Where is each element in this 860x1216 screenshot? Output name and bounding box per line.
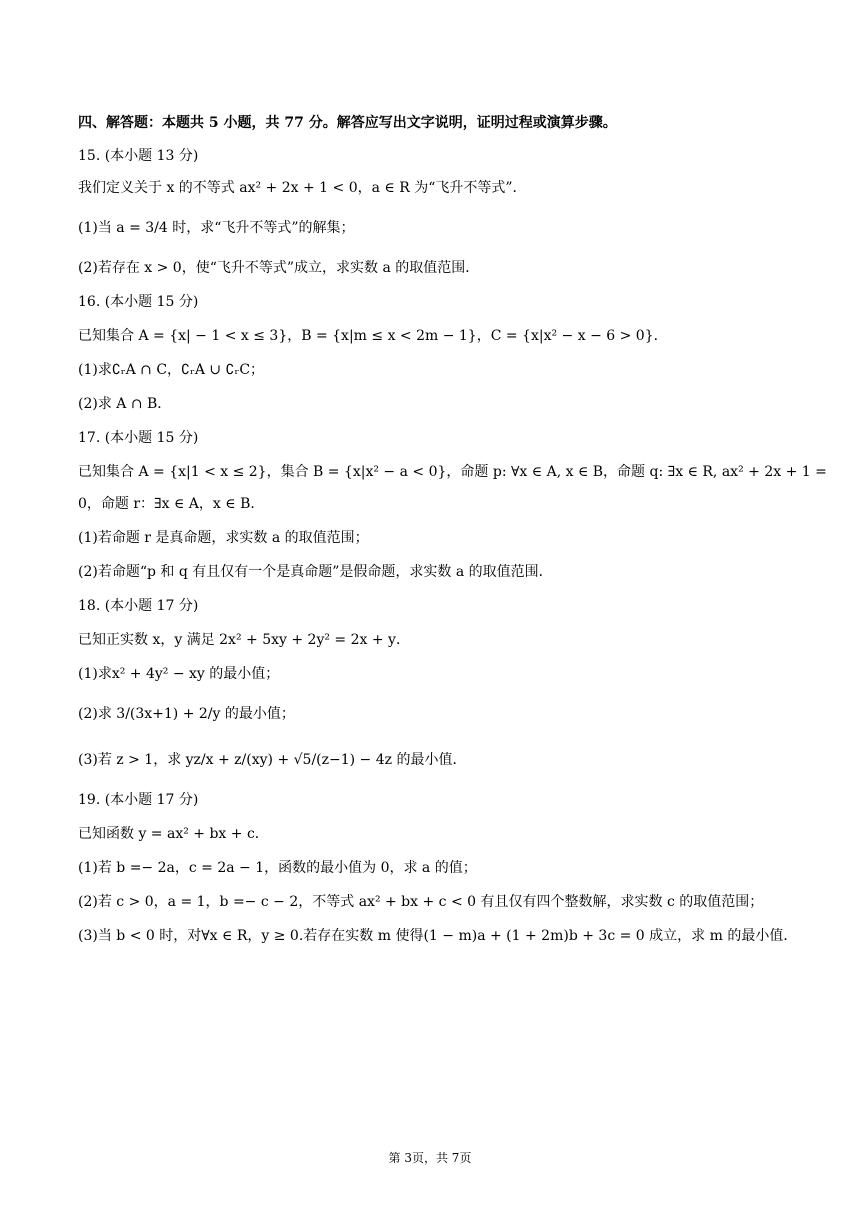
problem-17-part-2: (2)若命题“p 和 q 有且仅有一个是真命题”是假命题，求实数 a 的取值范围． [78,564,553,580]
problem-16-statement: 已知集合 A = {x| − 1 < x ≤ 3}，B = {x|m ≤ x < 2m − 1}，C = {x|x² − x − 6 > 0}． [78,328,668,344]
page-footer: 第 3页，共 7页 [388,1151,472,1165]
problem-19-header: 19. (本小题 17 分) [78,792,199,808]
problem-19-part-2: (2)若 c > 0，a = 1，b =− c − 2，不等式 ax² + bx + c < 0 有且仅有四个整数解，求实数 c 的取值范围； [78,894,764,910]
problem-17-statement-line-2: 0，命题 r：∃x ∈ A，x ∈ B． [78,496,265,512]
problem-15-part-1: (1)当 a = 3/4 时，求“飞升不等式”的解集； [78,220,355,236]
problem-15-header: 15. (本小题 13 分) [78,148,199,164]
problem-19-part-1: (1)若 b =− 2a，c = 2a − 1，函数的最小值为 0，求 a 的值； [78,860,477,876]
problem-16-header: 16. (本小题 15 分) [78,294,199,310]
problem-16-part-1: (1)求∁ᵣA ∩ C，∁ᵣA ∪ ∁ᵣC； [78,362,265,378]
problem-16-part-2: (2)求 A ∩ B． [78,396,172,412]
problem-19-statement: 已知函数 y = ax² + bx + c． [78,826,269,842]
problem-15-part-2: (2)若存在 x > 0，使“飞升不等式”成立，求实数 a 的取值范围． [78,260,480,276]
problem-18-part-1: (1)求x² + 4y² − xy 的最小值； [78,666,280,682]
problem-18-statement: 已知正实数 x，y 满足 2x² + 5xy + 2y² = 2x + y． [78,632,410,648]
problem-18-header: 18. (本小题 17 分) [78,598,199,614]
problem-17-statement-line-1: 已知集合 A = {x|1 < x ≤ 2}，集合 B = {x|x² − a < 0}，命题 p: ∀x ∈ A, x ∈ B，命题 q: ∃x ∈ R, ax² + 2x + 1 = [78,464,827,480]
problem-18-part-2: (2)求 3/(3x+1) + 2/y 的最小值； [78,706,295,722]
section-title: 四、解答题：本题共 5 小题，共 77 分。解答应写出文字说明，证明过程或演算步骤。 [78,115,617,131]
problem-19-part-3: (3)当 b < 0 时，对∀x ∈ R，y ≥ 0.若存在实数 m 使得(1 − m)a + (1 + 2m)b + 3c = 0 成立，求 m 的最小值． [78,928,798,944]
problem-17-part-1: (1)若命题 r 是真命题，求实数 a 的取值范围； [78,530,369,546]
problem-15-statement: 我们定义关于 x 的不等式 ax² + 2x + 1 < 0，a ∈ R 为“飞升不等式”． [78,180,527,196]
problem-18-part-3: (3)若 z > 1，求 yz/x + z/(xy) + √5/(z−1) − 4z 的最小值． [78,752,467,768]
problem-17-header: 17. (本小题 15 分) [78,430,199,446]
